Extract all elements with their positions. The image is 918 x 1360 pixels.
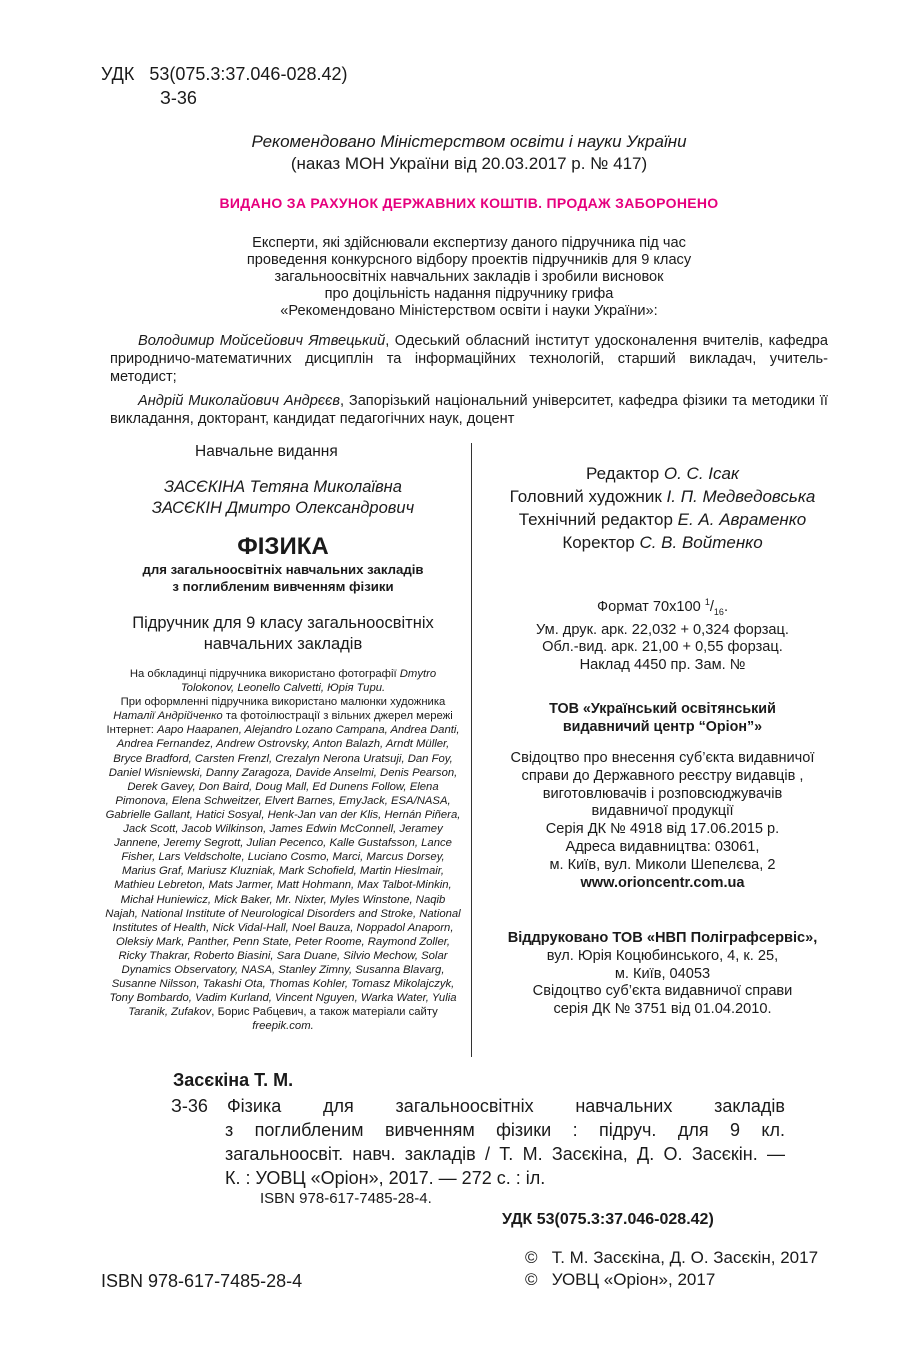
illustration-credits: При оформленні підручника використано малюнки художника Наталії Андрійченко та фотоілюстрації з вільних джерел мережі Інтернет: Aapo Haapanen, Alejandro Lozano Campana, Andrea Danti, Andrea Fernandez, Andrew Ostrovsky, Anton Balazh, Arndt Müller, Bryce Bradford, Carsten Frenzl, Crezalyn Nerona Uratsuji, Dan Foy, Daniel Wisniewski, Danny Zaragoza, Davide Anselmi, Denis Pearson, Derek Gavey, Don Baird, Doug Mall, Ed Dunens Follow, Elena Pimonova, Elena Schweitzer, Elvert Barnes, EmyJack, ESA/NASA, Gabrielle Gallant, Hatici Sosyal, Henk-Jan van der Klis, Hernán Piñera, Jack Scott, Jacob Wilkinson, James Edwin McConnell, Jeramey Jannene, Jeremy Segrott, Julian Pecenco, Kalle Gustafsson, Lance Fisher, Lars Veldscholte, Luciano Cosmo, Marci, Marcus Dorsey, Marius Graf, Mariusz Kluzniak, Mark Schofield, Martin Hieslmair, Mathieu Lebreton, Mats Jarmer, Matt Hohmann, Max Talbot-Minkin, Michał Huniewicz, Mick Baker, Mr. Nixter, Myles Winstone, Naqib Najah, National Institute of Neurological Disorders and Stroke, National Institutes of Health, Nick Vidal-Hall, Noel Bauza, Noppadol Anaporn, Oleksiy Mark, Panther, Penn State, Peter Roome, Raymond Zoller, Ricky Thakrar, Roberto Biasini, Sara Duane, Silvio Mechow, Solar Dynamics Observatory, NASA, Stanley Zimny, Susanna Blavarg, Susanne Nilsson, Takashi Ota, Thomas Kohler, Tomasz Mikolajczyk, Tony Bombardo, Vadim Kurland, Vincent Nguyen, Warka Water, Yulia Taranik, Zufakov, Борис Рабцевич, а також матеріали сайту freepik.com. xyxy=(105,696,461,1033)
subtitle-line: для загальноосвітніх навчальних закладів xyxy=(142,562,424,577)
staff-list xyxy=(485,462,840,554)
experts-intro-line: проведення конкурсного відбору проектів підручників для 9 класу xyxy=(246,252,692,268)
format-line: Формат 70х100 $^1/_{16}$. xyxy=(597,597,728,617)
bib-line: з поглибленим вивченням фізики : підруч. для 9 кл. xyxy=(225,1120,785,1140)
edition-type: Навчальне видання xyxy=(195,443,338,460)
bib-isbn: ISBN 978-617-7485-28-4. xyxy=(260,1190,432,1207)
bib-udk: УДК 53(075.3:37.046-028.42) xyxy=(502,1211,714,1228)
image-credits xyxy=(105,667,461,1033)
expert-name: Андрій Миколайович Андрєєв xyxy=(138,393,340,409)
bib-heading: Засєкіна Т. М. xyxy=(173,1070,294,1090)
cover-photo-credits: На обкладинці підручника використано фотографії Dmytro Tolokonov, Leonello Calvetti, Юрія Тири. xyxy=(129,668,437,695)
copyrights xyxy=(525,1247,818,1291)
staff-proofreader: Коректор С. В. Войтенко xyxy=(562,533,763,552)
publisher-name: ТОВ «Український освітянський видавничий центр “Оріон”» xyxy=(549,701,776,735)
bib-code: З-36 xyxy=(171,1096,208,1116)
print-line: Обл.-вид. арк. 21,00 + 0,55 форзац. xyxy=(542,639,783,656)
copyright-symbol: © xyxy=(525,1270,538,1289)
expert-entry xyxy=(110,392,828,428)
authors xyxy=(105,477,461,519)
expert-details: , Запорізький національний університет, кафедра фізики та методики її викладання, докторант, кандидат педагогічних наук, доцент xyxy=(110,393,828,427)
author-name: ЗАСЄКІН Дмитро Олександрович xyxy=(151,499,415,517)
print-line: Ум. друк. арк. 22,032 + 0,324 форзац. xyxy=(536,621,789,638)
recommendation-line1: Рекомендовано Міністерством освіти і науки України xyxy=(251,132,687,151)
staff-tech-editor: Технічний редактор Е. А. Авраменко xyxy=(518,510,807,529)
textbook-line: Підручник для 9 класу загальноосвітніх xyxy=(132,614,434,632)
book-subtitle xyxy=(105,561,461,595)
bib-line: Фізика для загальноосвітніх навчальних закладів xyxy=(227,1096,785,1116)
textbook-line: навчальних закладів xyxy=(203,635,363,653)
staff-editor: Редактор О. С. Ісак xyxy=(585,464,739,483)
print-specs xyxy=(485,594,840,675)
banner-free-distribution: ВИДАНО ЗА РАХУНОК ДЕРЖАВНИХ КОШТІВ. ПРОДАЖ ЗАБОРОНЕНО xyxy=(219,195,719,211)
experts-intro-line: загальноосвітніх навчальних закладів і зробили висновок xyxy=(274,269,664,285)
book-title: ФІЗИКА xyxy=(237,533,329,560)
udk-author-mark: З-36 xyxy=(160,88,197,108)
udk-label: УДК xyxy=(101,64,135,84)
bib-line: загальноосвіт. навч. закладів / Т. М. Засєкіна, Д. О. Засєкін. — xyxy=(225,1144,785,1164)
printer-name: Віддруковано ТОВ «НВП Поліграфсервіс», xyxy=(507,930,818,946)
author-name: ЗАСЄКІНА Тетяна Миколаївна xyxy=(164,478,402,496)
staff-art-director: Головний художник І. П. Медведовська xyxy=(509,487,816,506)
subtitle-line: з поглибленим вивченням фізики xyxy=(172,579,394,594)
experts-intro-line: Експерти, які здійснювали експертизу даного підручника під час xyxy=(252,235,686,251)
bib-line: К. : УОВЦ «Оріон», 2017. — 272 с. : іл. xyxy=(225,1168,546,1188)
expert-entry xyxy=(110,332,828,386)
experts-intro-line: «Рекомендовано Міністерством освіти і науки України»: xyxy=(280,303,658,319)
printer-info: Віддруковано ТОВ «НВП Поліграфсервіс», вул. Юрія Коцюбинського, 4, к. 25, м. Київ, 04053 Свідоцтво суб’єкта видавничої справи серія ДК № 3751 від 01.04.2010. xyxy=(485,930,840,1019)
copyright-line: © Т. М. Засєкіна, Д. О. Засєкін, 2017 xyxy=(525,1248,819,1267)
udk-line xyxy=(101,64,348,85)
udk-code: 53(075.3:37.046-028.42) xyxy=(149,64,348,84)
publisher-website: www.orioncentr.com.ua xyxy=(580,874,745,891)
textbook-designation xyxy=(105,613,461,655)
column-divider xyxy=(471,443,472,1057)
copyright-symbol: © xyxy=(525,1248,538,1267)
expert-name: Володимир Мойсейович Ятвецький xyxy=(138,333,386,349)
recommendation-line2: (наказ МОН України від 20.03.2017 р. № 417) xyxy=(290,154,648,173)
bib-record xyxy=(171,1094,785,1190)
publisher-info: Свідоцтво про внесення суб’єкта видавничої справи до Державного реєстру видавців , виготовлювачів і розповсюджувачів видавничої продукції Серія ДК № 4918 від 17.06.2015 р. Адреса видавництва: 03061, м. Київ, вул. Миколи Шепелєва, 2 www.orioncentr.com.ua xyxy=(485,750,840,892)
expert-details: , Одеський обласний інститут удосконалення вчителів, кафедра природничо-математичних дисциплін та інформаційних технологій, старший викладач, учитель-методист; xyxy=(110,333,829,385)
copyright-line: © УОВЦ «Оріон», 2017 xyxy=(525,1270,716,1289)
footer-isbn: ISBN 978-617-7485-28-4 xyxy=(101,1271,303,1291)
experts-intro xyxy=(110,235,828,320)
experts-intro-line: про доцільність надання підручнику грифа xyxy=(324,286,614,302)
print-line: Наклад 4450 пр. Зам. № xyxy=(579,657,746,674)
